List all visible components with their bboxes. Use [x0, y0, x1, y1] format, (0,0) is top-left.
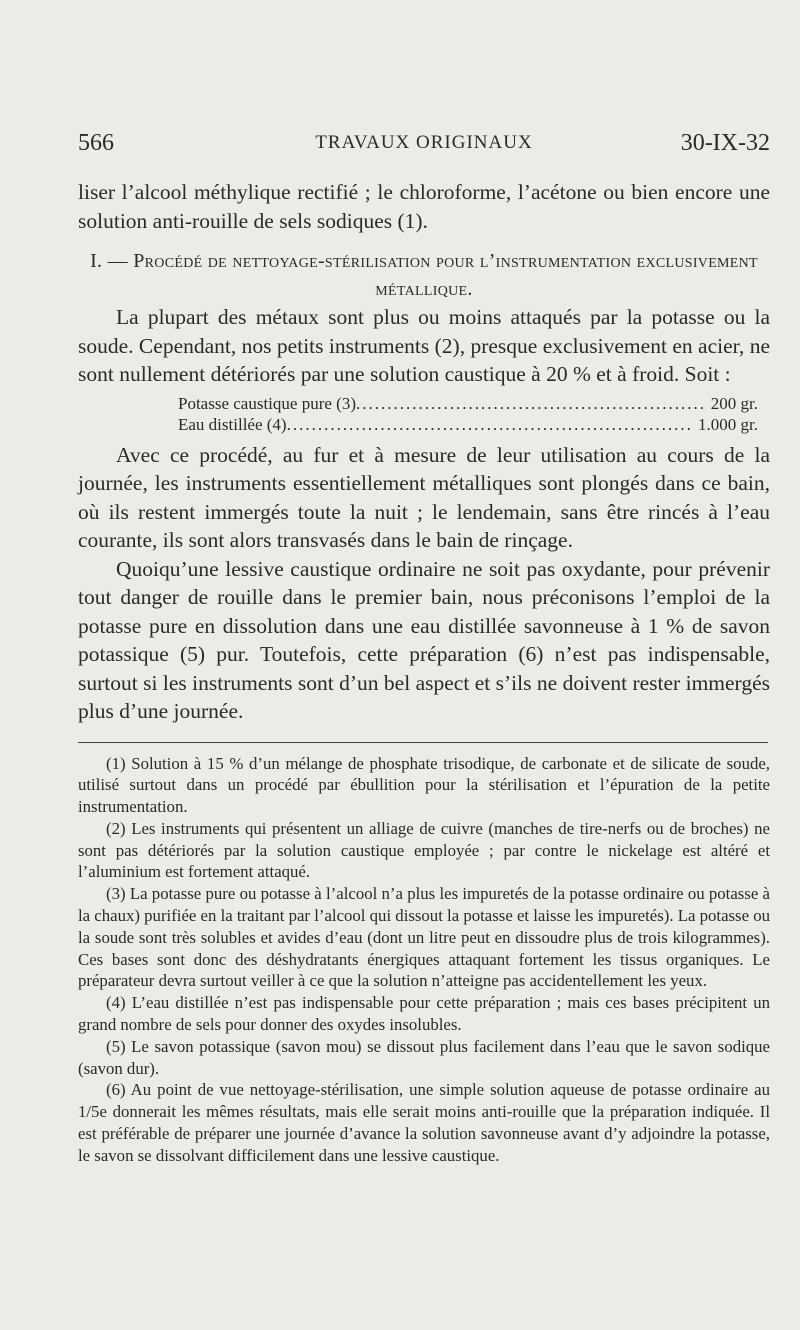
formula-row: [178, 393, 758, 414]
footnote-2: (2) Les instruments qui présentent un alliage de cuivre (manches de tire-nerfs ou de broches) ne sont pas détériorés par la solution caustique employée ; par contre le nickelage est altéré et l’aluminium est fortement attaqué.: [78, 818, 770, 882]
paragraph-2: Avec ce procédé, au fur et à mesure de leur utilisation au cours de la journée, les instruments essentiellement métalliques sont plongés dans ce bain, où ils restent immergés toute la nuit ; le lendemain, sans être rincés à l’eau courante, ils sont alors transvasés dans le bain de rinçage.: [78, 442, 770, 552]
footnote-6: (6) Au point de vue nettoyage-stérilisation, une simple solution aqueuse de potasse ordinaire au 1/5e donnerait les mêmes résultats, mais elle serait moins anti-rouille que la préparation indiquée. Il est préférable de préparer une journée d’avance la solution savonneuse avant d’y adjoindre la potasse, le savon se dissolvant difficilement dans une lessive caustique.: [78, 1080, 770, 1165]
leader-dots: [356, 393, 703, 414]
paragraph-1: La plupart des métaux sont plus ou moins attaqués par la potasse ou la soude. Cependant, nos petits instruments (2), presque exclusivement en acier, ne sont nullement détériorés par une solution caustique à 20 % et à froid. Soit :: [78, 305, 770, 386]
paragraph-3: Quoiqu’une lessive caustique ordinaire ne soit pas oxydante, pour prévenir tout danger de rouille dans le premier bain, nous préconisons l’emploi de la potasse pure en dissolution dans une eau distillée savonneuse à 1 % de savon potassique (5) pur. Toutefois, cette préparation (6) n’est pas indispensable, surtout si les instruments sont d’un bel aspect et s’ils ne doivent rester immergés plus d’une journée.: [78, 556, 770, 723]
formula-list: [178, 393, 758, 435]
page-number: 566: [78, 130, 114, 156]
formula-ingredient: Eau distillée (4): [178, 414, 287, 434]
formula-quantity: 200 gr.: [710, 393, 758, 413]
header-date: 30-IX-32: [680, 130, 770, 156]
footnote-divider: [78, 742, 768, 743]
formula-row: [178, 414, 758, 435]
formula-quantity: 1.000 gr.: [698, 414, 758, 434]
footnote-1: (1) Solution à 15 % d’un mélange de phosphate trisodique, de carbonate et de silicate de soude, utilisé surtout dans un procédé par ébullition pour la stérilisation et l’épuration de la petite instrumentation.: [78, 753, 770, 817]
footnote-5: (5) Le savon potassique (savon mou) se dissout plus facilement dans l’eau que le savon sodique (savon dur).: [78, 1036, 770, 1078]
footnote-4: (4) L’eau distillée n’est pas indispensable pour cette préparation ; mais ces bases précipitent un grand nombre de sels pour donner des oxydes insolubles.: [78, 993, 770, 1035]
footnote-3: (3) La potasse pure ou potasse à l’alcool n’a plus les impuretés de la potasse ordinaire ou potasse à la chaux) purifiée en la traitant par l’alcool qui dissout la potasse et laisse les impuretés). La potasse ou la soude sont très solubles et avides d’eau (dont un litre peut en dissoudre plus de trois kilogrammes). Ces bases sont donc des déshydratants énergiques attaquant fortement les tissus organiques. Le préparateur devra surtout veiller à ce que la solution n’atteigne pas accidentellement les yeux.: [78, 884, 771, 991]
footnotes: [78, 753, 770, 1167]
leader-dots: [287, 414, 690, 435]
paragraph-continued: liser l’alcool méthylique rectifié ; le chloroforme, l’acétone ou bien encore une solution anti-rouille de sels sodiques (1).: [78, 180, 770, 233]
running-title: TRAVAUX ORIGINAUX: [315, 132, 533, 153]
running-head: [78, 130, 770, 164]
section-heading: I. — Procédé de nettoyage-stérilisation pour l’instrumentation exclusivement métallique.: [90, 250, 758, 300]
formula-ingredient: Potasse caustique pure (3): [178, 393, 356, 413]
